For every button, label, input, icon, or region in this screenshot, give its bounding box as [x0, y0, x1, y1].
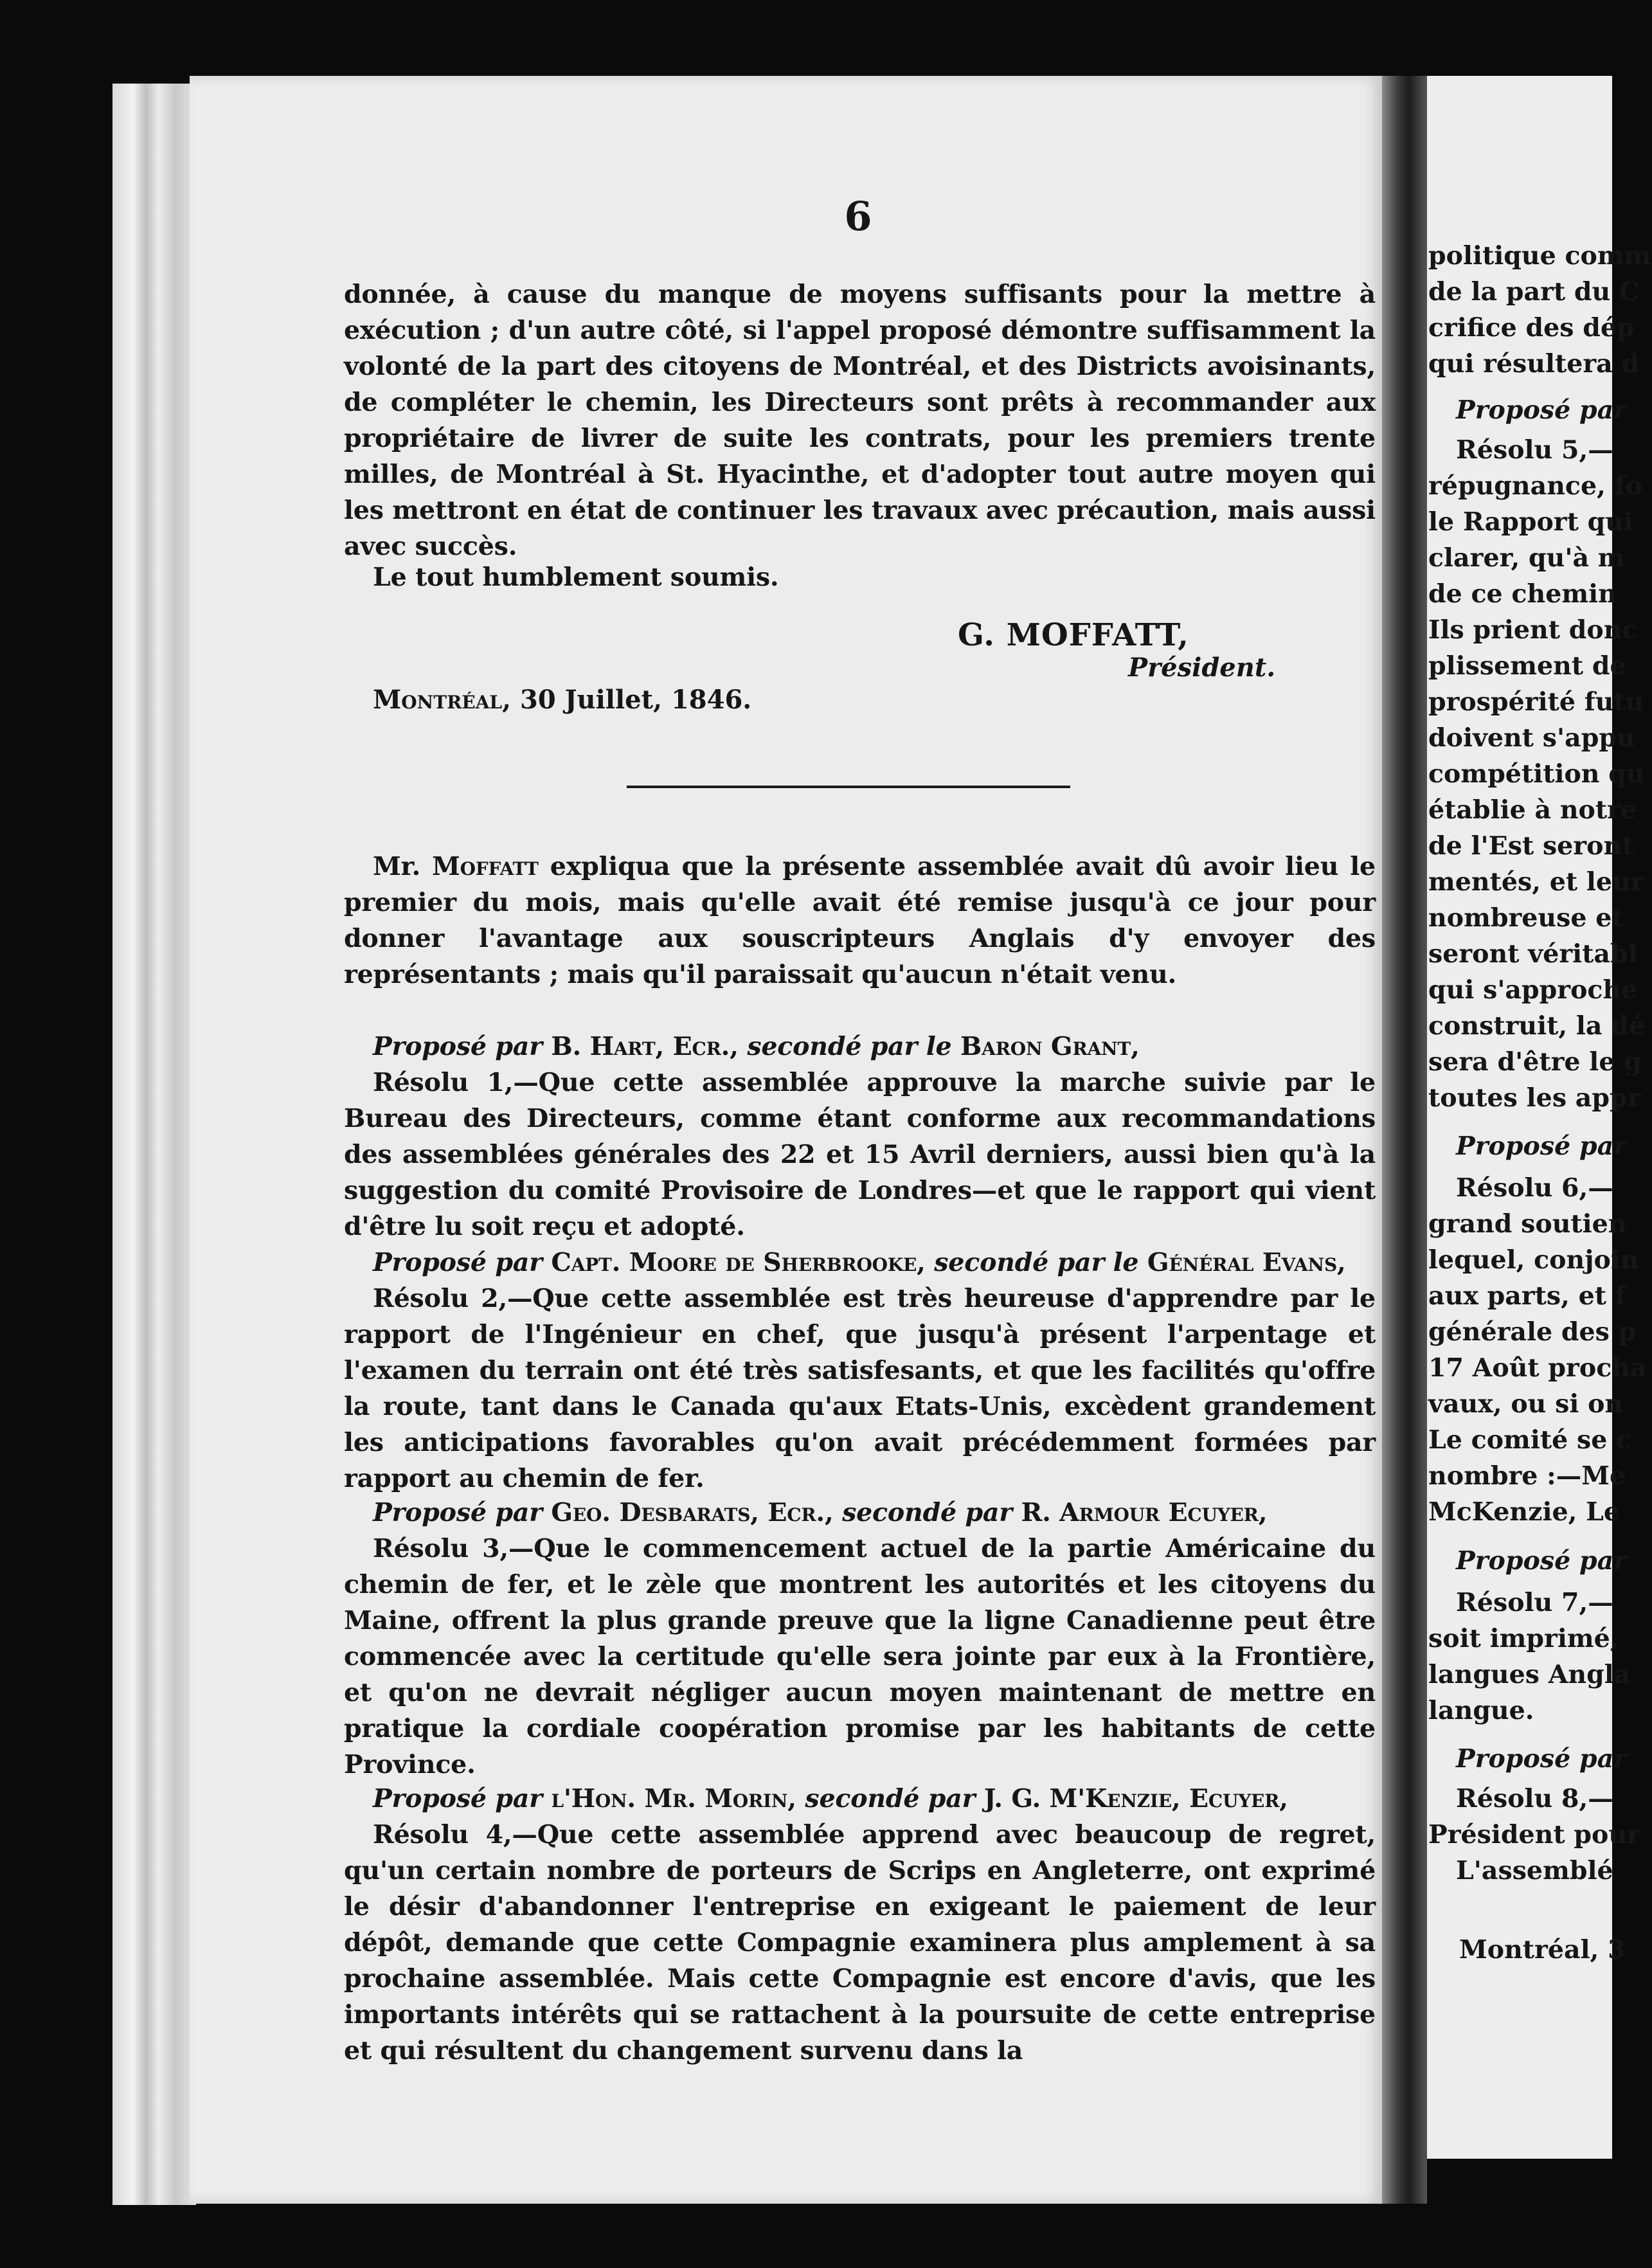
right-page-line: de ce chemin	[1428, 579, 1617, 609]
right-page-line: aux parts, et f	[1428, 1281, 1626, 1311]
separator-rule	[627, 786, 1070, 788]
right-page-line: doivent s'appu	[1428, 723, 1635, 753]
page-number: 6	[844, 193, 872, 240]
right-page-line: le Rapport qui	[1428, 507, 1633, 537]
right-page-line: Proposé par	[1456, 1546, 1627, 1576]
right-page-line: politique comm	[1428, 241, 1651, 271]
motion-seconder: Baron Grant,	[960, 1032, 1140, 1061]
motion-proposed-label: Proposé par	[373, 1784, 543, 1814]
motion-seconded-label: secondé par	[842, 1498, 1012, 1527]
motion-seconded-label: secondé par	[805, 1784, 976, 1814]
right-page-line: crifice des dép	[1428, 313, 1635, 343]
right-page-line: McKenzie, Le	[1428, 1497, 1621, 1527]
right-page-line: grand soutien	[1428, 1209, 1627, 1239]
resolution-4-text	[344, 1817, 1376, 2069]
resolution-body: —Que cette assemblée approuve la marche suivie par le Bureau des Directeurs, comme étant conforme aux recommandations des assemblées générales des 22 et 15 Avril derniers, aussi bien qu'à la suggestion du comité Provisoire de Londres—et que le rapport qui vient d'être lu soit reçu et adopté.	[344, 1068, 1376, 1241]
resolution-4-motion	[344, 1781, 1376, 1817]
date-line	[373, 685, 751, 715]
right-page-line: qui résultera d	[1428, 349, 1640, 379]
right-page-line: Proposé par	[1456, 395, 1627, 425]
motion-seconder: Général Evans,	[1147, 1248, 1346, 1277]
resolution-label: Résolu 3,	[373, 1534, 508, 1563]
right-page-line: Ils prient donc	[1428, 615, 1638, 645]
resolution-body: —Que le commencement actuel de la partie Américaine du chemin de fer, et le zèle que montrent les autorités et les citoyens du Maine, offrent la plus grande preuve que la ligne Canadienne peut être commencée avec la certitude qu'elle sera jointe par eux à la Frontière, et qu'on ne devrait négliger aucun moyen maintenant de mettre en pratique la cordiale coopération promise par les habitants de cette Province.	[344, 1534, 1376, 1779]
right-page-line: de l'Est seront	[1428, 831, 1634, 861]
motion-seconder: J. G. M'Kenzie, Ecuyer,	[983, 1784, 1288, 1814]
resolution-2-text	[344, 1281, 1376, 1497]
resolution-3-text	[344, 1531, 1376, 1783]
resolution-3-motion	[344, 1495, 1376, 1531]
closing-line: Le tout humblement soumis.	[373, 562, 779, 592]
right-page-line: mentés, et leur	[1428, 867, 1644, 897]
motion-mover: l'Hon. Mr. Morin,	[551, 1784, 796, 1814]
resolution-1-text	[344, 1065, 1376, 1245]
motion-seconded-label: secondé par le	[934, 1248, 1139, 1277]
right-page-line: soit imprimé,	[1428, 1624, 1619, 1653]
motion-mover: Capt. Moore de Sherbrooke,	[551, 1248, 926, 1277]
report-closing-paragraph: donnée, à cause du manque de moyens suffisants pour la mettre à exécution ; d'un autre côté, si l'appel proposé démontre suffisamment la volonté de la part des citoyens de Montréal, et des Districts avoisinants, de compléter le chemin, les Directeurs sont prêts à recommander aux propriétaire de livrer de suite les contrats, pour les premiers trente milles, de Montréal à St. Hyacinthe, et d'adopter tout autre moyen qui les mettront en état de continuer les travaux avec précaution, mais aussi avec succès.	[344, 280, 1376, 561]
right-page-line: compétition qu	[1428, 759, 1645, 789]
date-text: 30 Juillet, 1846.	[519, 685, 752, 715]
right-page-line: toutes les appr	[1428, 1083, 1641, 1113]
right-page-line: L'assemblé	[1456, 1856, 1613, 1886]
right-page-line: de la part du C	[1428, 277, 1640, 307]
motion-proposed-label: Proposé par	[373, 1248, 543, 1277]
motion-proposed-label: Proposé par	[373, 1498, 543, 1527]
right-page-line: Résolu 6,—	[1456, 1173, 1613, 1203]
date-place: Montréal,	[373, 685, 512, 715]
motion-seconded-label: secondé par le	[747, 1032, 952, 1061]
resolution-2-motion	[344, 1245, 1376, 1281]
right-page-line: prospérité futu	[1428, 687, 1644, 717]
right-page-line: vaux, ou si on	[1428, 1389, 1624, 1419]
right-page-line: Résolu 8,—	[1456, 1784, 1613, 1814]
right-page-line: Résolu 5,—	[1456, 435, 1613, 465]
moffatt-name: Moffatt	[432, 852, 539, 881]
motion-mover: Geo. Desbarats, Ecr.,	[551, 1498, 834, 1527]
signature-title: Président.	[1128, 652, 1276, 683]
right-page-line: langues Angla	[1428, 1660, 1631, 1689]
resolution-1-motion	[344, 1029, 1376, 1065]
right-page-line: sera d'être le g	[1428, 1047, 1642, 1077]
right-page-line: 17 Août procha	[1428, 1353, 1647, 1383]
right-page-line: Proposé par	[1456, 1131, 1627, 1161]
motion-mover: B. Hart, Ecr.,	[551, 1032, 739, 1061]
right-page-line: Résolu 7,—	[1456, 1588, 1613, 1617]
right-page-line: plissement de	[1428, 651, 1626, 681]
motion-seconder: R. Armour Ecuyer,	[1021, 1498, 1268, 1527]
right-page-line: générale des p	[1428, 1317, 1637, 1347]
right-page-line: Président pour	[1428, 1820, 1640, 1850]
right-page-line: qui s'approche	[1428, 975, 1638, 1005]
resolution-body: —Que cette assemblée est très heureuse d'apprendre par le rapport de l'Ingénieur en chef, que jusqu'à présent l'arpentage et l'examen du terrain ont été très satisfesants, et que les facilités qu'offre la route, tant dans le Canada qu'aux Etats-Unis, excèdent grandement les anticipations favorables qu'on avait précédemment formées par rapport au chemin de fer.	[344, 1284, 1376, 1493]
signature-name: G. MOFFATT,	[958, 617, 1189, 653]
right-page-line: Le comité se c	[1428, 1425, 1632, 1455]
book-gutter	[1382, 76, 1427, 2204]
resolution-label: Résolu 4,	[373, 1820, 512, 1850]
left-page-edges	[112, 84, 196, 2205]
right-page-line: seront véritabl	[1428, 939, 1638, 969]
resolution-label: Résolu 1,	[373, 1068, 514, 1097]
right-page-line: Montréal, 3	[1459, 1935, 1626, 1965]
right-page-line: répugnance, fo	[1428, 471, 1642, 501]
right-page-line: nombre :—Me	[1428, 1461, 1626, 1491]
right-page-line: langue.	[1428, 1696, 1534, 1725]
resolution-body: —Que cette assemblée apprend avec beaucoup de regret, qu'un certain nombre de porteurs de Scrips en Angleterre, ont exprimé le désir d'abandonner l'entreprise en exigeant le paiement de leur dépôt, demande que cette Compagnie examinera plus amplement à sa prochaine assemblée. Mais cette Compagnie est encore d'avis, que les importants intérêts qui se rattachent à la poursuite de cette entreprise et qui résultent du changement survenu dans la	[344, 1820, 1376, 2066]
motion-proposed-label: Proposé par	[373, 1032, 543, 1061]
moffatt-prefix: Mr.	[373, 852, 421, 881]
resolution-label: Résolu 2,	[373, 1284, 507, 1313]
right-page-line: clarer, qu'à m	[1428, 543, 1625, 573]
right-page-line: Proposé par	[1456, 1744, 1627, 1774]
right-page-line: lequel, conjoin	[1428, 1245, 1639, 1275]
moffatt-text: expliqua que la présente assemblée avait dû avoir lieu le premier du mois, mais qu'elle avait été remise jusqu'à ce jour pour donner l'avantage aux souscripteurs Anglais d'y envoyer des représentants ; mais qu'il paraissait qu'aucun n'était venu.	[344, 852, 1376, 989]
right-page-line: nombreuse et	[1428, 903, 1624, 933]
moffatt-paragraph	[344, 849, 1376, 993]
right-page-line: construit, la dé	[1428, 1011, 1645, 1041]
right-page-line: établie à notre	[1428, 795, 1637, 825]
